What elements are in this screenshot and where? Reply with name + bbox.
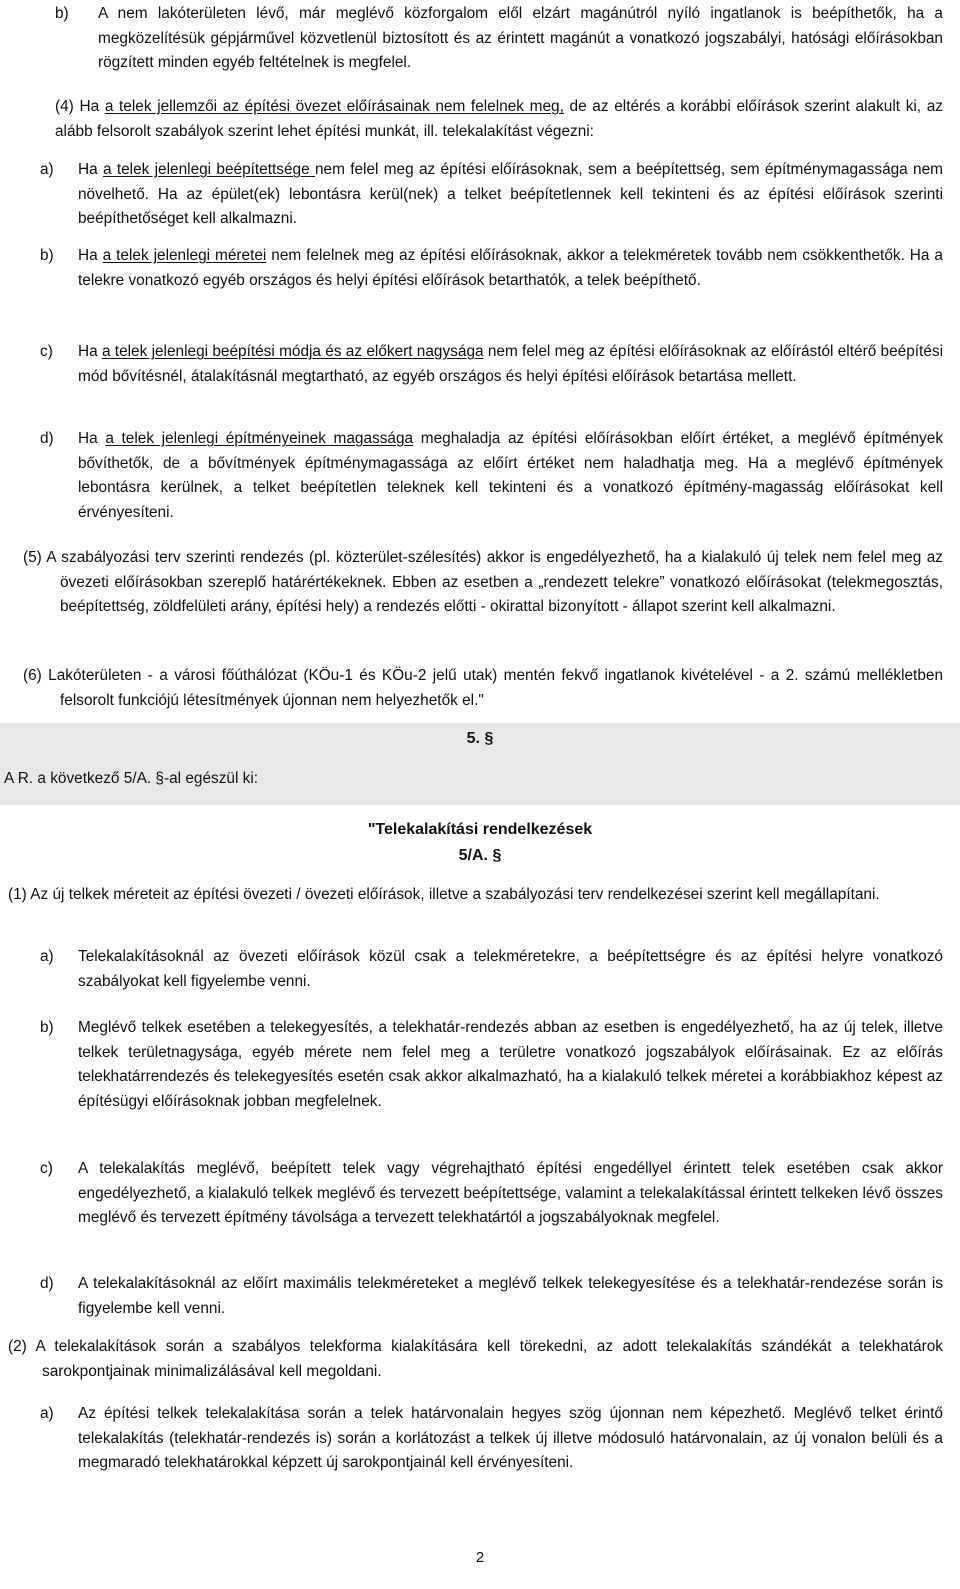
item-text: nem felel meg az építési előírásoknak, sem a beépítettség, sem építménymagassága nem növelhető. Ha az épület(ek) lebontásra kerül(nek) a telket beépítetlennek kell tekinteni és az építési előírások szerinti beépíthetőséget kell alkalmazni. xyxy=(78,161,943,227)
item-text: meghaladja az építési előírásokban előírt értéket, a meglévő építmények bővíthetők, de a bővítmények építménymagassága az előírt értéket nem haladhatja meg. Ha a meglévő építmények lebontásra kerülnek, a telket beépítetlen teleknek kell tekinteni és a vonatkozó építmény-magasság előírásokat kell érvényesíteni. xyxy=(78,430,944,521)
underlined-text: a telek jellemzői az építési övezet előírásainak nem felelnek meg, xyxy=(104,98,564,115)
paragraph-1 xyxy=(8,883,943,908)
list-item xyxy=(40,340,943,389)
item-text: A nem lakóterületen lévő, már meglévő közforgalom elől elzárt magánútról nyíló ingatlanok is beépíthetők, ha a megközelítésük gépjárművel közvetlenül biztosított és az érintett magánút a vonatkozó jogszabályi, hatósági előírásokban rögzített minden egyéb feltételnek is megfelel. xyxy=(98,5,943,71)
item-label: b) xyxy=(40,247,54,264)
underlined-text: a telek jelenlegi méretei xyxy=(102,247,267,264)
item-label: c) xyxy=(40,1160,53,1177)
list-item xyxy=(40,427,943,525)
item-text: Ha xyxy=(78,161,103,178)
paragraph-4 xyxy=(55,95,943,144)
item-label: a) xyxy=(40,948,54,965)
list-item xyxy=(40,945,943,994)
item-label: a) xyxy=(40,161,54,178)
list-item xyxy=(40,1016,943,1114)
item-text: Meglévő telkek esetében a telekegyesítés, a telekhatár-rendezés abban az esetben is engedélyezhető, ha az új telek, illetve telkek területnagysága, egyéb mérete nem felel meg a területre vonatkozó jogszabályok előírásainak. Ez az előírás telekhatárrendezés és telekegyesítés esetén csak akkor alkalmazható, ha a kialakuló telkek méretei a korábbiakhoz képest az építésügyi előírásoknak jobban megfelelnek. xyxy=(78,1019,943,1110)
paragraph-5 xyxy=(23,546,943,620)
paragraph-text: (1) Az új telkek méreteit az építési övezeti / övezeti előírások, illetve a szabályozási terv rendelkezései szerint kell megállapítani. xyxy=(8,886,880,903)
paragraph-text: (4) Ha xyxy=(55,98,105,115)
item-label: a) xyxy=(40,1405,54,1422)
underlined-text: a telek jelenlegi beépítési módja és az előkert nagysága xyxy=(101,343,484,360)
item-label: d) xyxy=(40,430,54,447)
item-text: Ha xyxy=(78,247,103,264)
item-text: Telekalakításoknál az övezeti előírások közül csak a telekméretekre, a beépítettségre és az építési helyre vonatkozó szabályokat kell figyelembe venni. xyxy=(78,948,943,990)
paragraph-2 xyxy=(8,1335,943,1384)
item-text: A telekalakítás meglévő, beépített telek vagy végrehajtható építési engedéllyel érintett telek esetében csak akkor engedélyezhető, a kialakuló telkek meglévő és tervezett beépítettsége, valamint a telekalakítással érintett telkeken lévő összes meglévő és tervezett építmény távolsága a tervezett telekhatártól a jogszabályoknak megfelel. xyxy=(78,1160,943,1226)
section-number: 5. § xyxy=(466,730,494,747)
section-title: "Telekalakítási rendelkezések xyxy=(367,821,593,838)
page-number: 2 xyxy=(475,1549,485,1566)
item-text: Ha xyxy=(78,430,106,447)
list-item xyxy=(40,244,943,293)
underlined-text: a telek jelenlegi beépítettsége xyxy=(102,161,315,178)
item-label: b) xyxy=(55,5,69,22)
item-label: c) xyxy=(40,343,53,360)
item-text: Az építési telkek telekalakítása során a telek határvonalain hegyes szög újonnan nem képezhető. Meglévő telket érintő telekalakítás (telekhatár-rendezés is) során a korlátozást a telkek új illetve módosuló határvonalain, az új vonalon belüli és a megmaradó telekhatárokkal képzett új sarokpontjainál kell érvényesíteni. xyxy=(78,1405,943,1471)
paragraph-6 xyxy=(23,664,943,713)
item-text: A telekalakításoknál az előírt maximális telekméreteket a meglévő telkek telekegyesítése és a telekhatár-rendezése során is figyelembe kell venni. xyxy=(78,1275,943,1317)
underlined-text: a telek jelenlegi építményeinek magassága xyxy=(105,430,414,447)
list-item xyxy=(40,158,943,232)
item-label: d) xyxy=(40,1275,54,1292)
paragraph-text: de az eltérés a korábbi előírások szerint alakult ki, az alább felsorolt szabályok szerint lehet építési munkát, ill. telekalakítást végezni: xyxy=(55,98,944,140)
list-item xyxy=(40,1402,943,1476)
paragraph-text: (6) Lakóterületen - a városi főúthálózat (KÖu-1 és KÖu-2 jelű utak) mentén fekvő ingatlanok kivételével - a 2. számú mellékletben felsorolt funkciójú létesítmények újonnan nem helyezhetők el." xyxy=(23,667,943,709)
item-text: nem felelnek meg az építési előírásoknak, akkor a telekméretek tovább nem csökkenthetők. Ha a telekre vonatkozó egyéb országos és helyi építési előírások betarthatók, a telek beépíthető. xyxy=(78,247,943,289)
section-intro: A R. a következő 5/A. §-al egészül ki: xyxy=(4,770,259,787)
list-item xyxy=(40,1157,943,1231)
list-item xyxy=(40,1272,943,1321)
paragraph-text: (5) A szabályozási terv szerinti rendezés (pl. közterület-szélesítés) akkor is engedélyezhető, ha a kialakuló új telek nem felel meg az övezeti előírásokban szereplő határértékeknek. Ebben az esetben a „rendezett telekre” vonatkozó előírásokat (telekmegosztás, beépítettség, zöldfelületi arány, építési hely) a rendezés előtti - okirattal bizonyított - állapot szerint kell alkalmazni. xyxy=(23,549,943,615)
item-text: Ha xyxy=(78,343,102,360)
paragraph-text: (2) A telekalakítások során a szabályos telekforma kialakítására kell törekedni, az adott telekalakítás szándékát a telekhatárok sarokpontjainak minimalizálásával kell megoldani. xyxy=(8,1338,943,1380)
section-subtitle: 5/A. § xyxy=(458,847,502,864)
item-label: b) xyxy=(40,1019,54,1036)
item-text: nem felel meg az építési előírásoknak az előírástól eltérő beépítési mód bővítésnél, átalakításnál megtartható, az egyéb országos és helyi építési előírások betartása mellett. xyxy=(78,343,943,385)
list-item xyxy=(55,2,943,76)
